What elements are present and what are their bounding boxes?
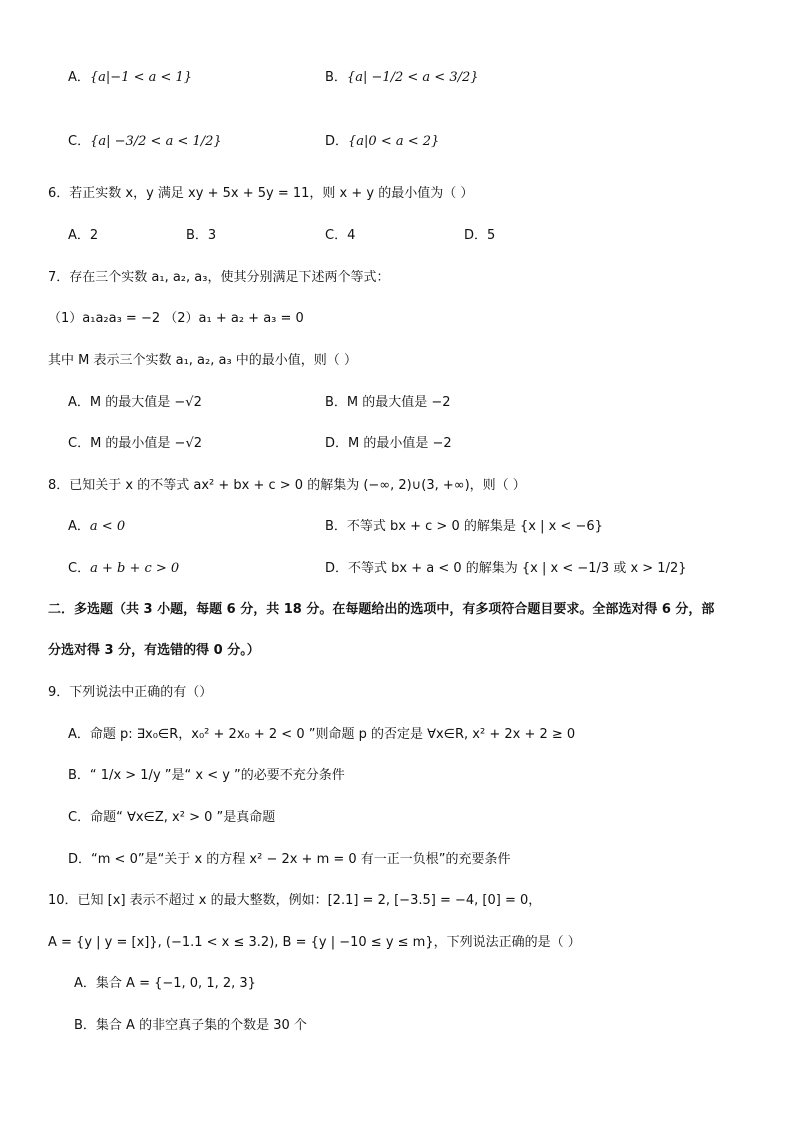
q9-option-a xyxy=(68,725,575,745)
q7-option-c xyxy=(68,434,202,454)
option-letter: B． xyxy=(74,1018,96,1033)
option-text: M 的最大值是 −2 xyxy=(346,395,451,410)
option-text: 不等式 bx + a < 0 的解集为 {x | x < −1/3 或 x > 1/2} xyxy=(348,561,687,576)
q9-option-d xyxy=(68,850,511,870)
option-text: M 的最小值是 −2 xyxy=(348,436,452,451)
option-letter: D． xyxy=(325,436,349,451)
option-text: “m < 0”是“关于 x 的方程 x² − 2x + m = 0 有一正一负根”的充要条件 xyxy=(91,852,511,867)
option-text: 5 xyxy=(487,228,496,243)
q6-option-d xyxy=(464,226,495,246)
q9-option-b xyxy=(68,766,345,786)
q5-option-c xyxy=(68,132,222,152)
option-text: M 的最大值是 −√2 xyxy=(89,395,202,410)
option-letter: B． xyxy=(186,228,208,243)
option-text: 不等式 bx + c > 0 的解集是 {x | x < −6} xyxy=(346,519,603,534)
q7-stem: 7．存在三个实数 a₁, a₂, a₃，使其分别满足下述两个等式： xyxy=(48,270,390,285)
q6-option-c xyxy=(325,226,355,246)
option-text: {a|−1 < a < 1} xyxy=(89,70,193,85)
q6-stem: 6．若正实数 x，y 满足 xy + 5x + 5y = 11，则 x + y 的最小值为（ ） xyxy=(48,186,474,201)
option-text: 命题“ ∀x∈Z, x² > 0 ”是真命题 xyxy=(90,810,276,825)
option-letter: A． xyxy=(68,70,90,85)
option-letter: B． xyxy=(325,395,347,410)
q7-option-b xyxy=(325,393,451,413)
option-letter: D． xyxy=(464,228,488,243)
q9-stem: 9．下列说法中正确的有（） xyxy=(48,685,213,700)
q5-option-d xyxy=(325,132,439,152)
q9-option-c xyxy=(68,808,275,828)
option-text: 4 xyxy=(347,228,356,243)
q8-stem: 8．已知关于 x 的不等式 ax² + bx + c > 0 的解集为 (−∞, 2)∪(3, +∞)，则（ ） xyxy=(48,478,526,493)
option-letter: B． xyxy=(325,70,347,85)
q7-stem2: 其中 M 表示三个实数 a₁, a₂, a₃ 中的最小值，则（ ） xyxy=(48,353,357,368)
q5-option-b xyxy=(325,68,479,88)
option-text: M 的最小值是 −√2 xyxy=(90,436,203,451)
option-letter: C． xyxy=(325,228,348,243)
option-text: 3 xyxy=(207,228,217,243)
option-text: 集合 A = {−1, 0, 1, 2, 3} xyxy=(95,976,256,991)
option-text: 2 xyxy=(89,228,99,243)
q7-option-a xyxy=(68,393,202,413)
option-letter: A． xyxy=(74,976,96,991)
q7-conditions: （1）a₁a₂a₃ = −2 （2）a₁ + a₂ + a₃ = 0 xyxy=(48,311,304,326)
option-text: {a| −1/2 < a < 3/2} xyxy=(346,70,479,85)
option-text: a < 0 xyxy=(89,519,126,534)
section2-heading-line1: 二．多选题（共 3 小题，每题 6 分，共 18 分。在每题给出的选项中，有多项符合题目要求。全部选对得 6 分，部 xyxy=(48,602,715,617)
option-text: “ 1/x > 1/y ”是“ x < y ”的必要不充分条件 xyxy=(89,768,345,783)
q8-option-b xyxy=(325,517,603,537)
option-text: a + b + c > 0 xyxy=(90,561,180,576)
q8-option-a xyxy=(68,517,125,537)
option-letter: A． xyxy=(68,519,90,534)
q8-option-c xyxy=(68,559,179,579)
option-letter: D． xyxy=(325,134,349,149)
option-letter: B． xyxy=(325,519,347,534)
q10-option-a xyxy=(74,974,256,994)
q5-option-a xyxy=(68,68,192,88)
option-text: 集合 A 的非空真子集的个数是 30 个 xyxy=(95,1018,307,1033)
option-letter: D． xyxy=(325,561,349,576)
option-letter: D． xyxy=(68,852,92,867)
option-letter: A． xyxy=(68,228,90,243)
q6-option-a xyxy=(68,226,98,246)
option-letter: C． xyxy=(68,810,91,825)
q6-option-b xyxy=(186,226,216,246)
option-text: {a| −3/2 < a < 1/2} xyxy=(90,134,222,149)
q10-stem2: A = {y | y = [x]}, (−1.1 < x ≤ 3.2), B = {y | −10 ≤ y ≤ m}，下列说法正确的是（ ） xyxy=(48,935,581,950)
q10-stem: 10．已知 [x] 表示不超过 x 的最大整数，例如：[2.1] = 2, [−3.5] = −4, [0] = 0， xyxy=(48,893,542,908)
section2-heading-line2: 分选对得 3 分，有选错的得 0 分。） xyxy=(48,643,260,658)
q8-option-d xyxy=(325,559,687,579)
option-letter: C． xyxy=(68,134,91,149)
q7-option-d xyxy=(325,434,452,454)
option-letter: C． xyxy=(68,436,91,451)
option-letter: A． xyxy=(68,395,90,410)
option-text: 命题 p: ∃x₀∈R，x₀² + 2x₀ + 2 < 0 ”则命题 p 的否定是 ∀x∈R, x² + 2x + 2 ≥ 0 xyxy=(89,727,576,742)
option-letter: C． xyxy=(68,561,91,576)
option-letter: A． xyxy=(68,727,90,742)
option-text: {a|0 < a < 2} xyxy=(348,134,440,149)
q10-option-b xyxy=(74,1016,307,1036)
option-letter: B． xyxy=(68,768,90,783)
